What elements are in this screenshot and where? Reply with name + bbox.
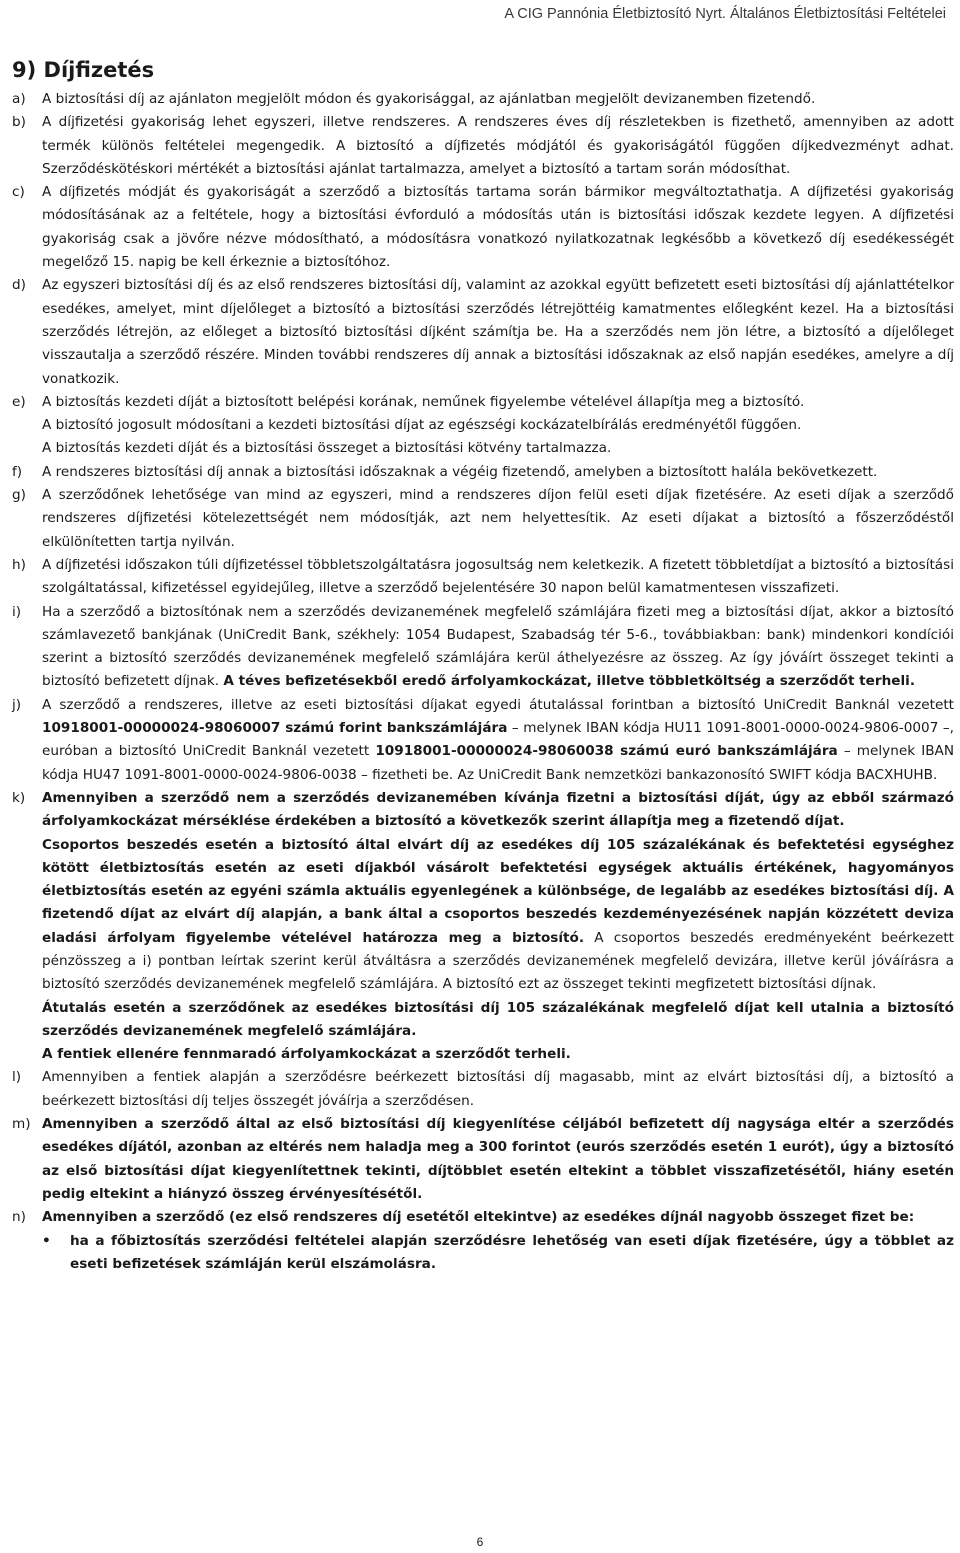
item-label: i) [12,603,22,620]
item-label: c) [12,184,25,201]
item-text-plain: A csoportos beszedés eredményeként beérkezett pénzösszeg a i) pontban leírtak szerint kerül átváltásra a szerződés devizanemének megfelelő devizára, illetve kerül jóváírásra a biztosító szerződés devizanemének megfelelő számlájára. A biztosító ezt az összeget tekinti megfizetett biztosítási díjnak. [42,929,954,993]
list-item [12,1113,954,1206]
list-item [12,787,954,834]
item-label: f) [12,463,23,480]
item-text-bold: A téves befizetésekből eredő árfolyamkockázat, illetve többletköltség a szerződőt terheli. [223,673,915,690]
list-item [12,88,954,111]
item-text [42,787,954,834]
item-label: n) [12,1209,26,1226]
item-text: A rendszeres biztosítási díj annak a biztosítási időszaknak a végéig fizetendő, amelyben a biztosított halála bekövetkezett. [42,463,878,480]
list-item [12,274,954,390]
item-text-bold: Amennyiben a szerződő (ez első rendszeres díj esetétől eltekintve) az esedékes díjnál nagyobb összeget fizet be: [42,1209,915,1226]
list-item [12,601,954,694]
item-label: h) [12,556,26,573]
item-label: d) [12,277,26,294]
list-item [12,461,954,484]
item-text-plain: A szerződő a rendszeres, illetve az eseti biztosítási díjakat egyedi átutalással forintban a biztosító UniCredit Banknál vezetett [42,696,954,713]
bullet-icon: • [42,1232,51,1249]
item-text-bold: Csoportos beszedés esetén a biztosító által elvárt díj az esedékes díj 105 százalékának és befektetési egységhez kötött életbiztosítás esetén az eseti díjakból vásárolt befektetési egységek aktuális értékének, hagyományos életbiztosítás esetén az egyéni számla aktuális egyenlegének a különbsége, de legalább az esedékes biztosítási díj. A fizetendő díjat az elvárt díj alapján, a bank által a csoportos beszedés kezdeményezésének napján közzétett deviza eladási árfolyam figyelembe vételével határozza meg a biztosító. [42,836,954,946]
item-text-bold: Amennyiben a szerződő által az első biztosítási díj kiegyenlítése céljából befizetett díj nagysága eltér a szerződés esedékes díjától, azonban az eltérés nem haladja meg a 300 forintot (eurós szerződés esetén 1 eurót), úgy a biztosító az első biztosítási díjat kiegyenlítettnek tekinti, díjtöbblet esetén eltekint a többlet visszafizetésétől, hiány esetén pedig eltekint a hiányzó összeg érvényesítésétől. [42,1116,954,1202]
running-header: A CIG Pannónia Életbiztosító Nyrt. Általános Életbiztosítási Feltételei [504,6,946,22]
item-label: j) [12,696,22,713]
list-item [12,181,954,274]
item-paragraph [42,834,954,997]
list-item [12,111,954,181]
page-number: 6 [476,1535,484,1549]
item-text-plain: – melynek IBAN kódja HU11 1091-8001-0000-0024-9806-0007 –, euróban a biztosító UniCredit Banknál vezetett [42,720,954,760]
item-text [42,694,954,787]
item-text [42,1113,954,1206]
item-label: e) [12,393,26,410]
item-text: A díjfizetés módját és gyakoriságát a szerződő a biztosítás tartama során bármikor megváltoztathatja. A díjfizetési gyakoriság módosításának az a feltétele, hogy a biztosítási évforduló a módosítás után is biztosítási időszak kezdete legyen. A díjfizetési gyakoriság csak a jövőre nézve módosítható, a módosításra vonatkozó nyilatkozatnak legkésőbb a következő díj esedékességét megelőző 15. napig be kell érkeznie a biztosítóhoz. [42,184,954,271]
item-text: Az egyszeri biztosítási díj és az első rendszeres biztosítási díj, valamint az azokkal együtt befizetett eseti biztosítási díj ajánlattételkor esedékes, amelyet, mint díjelőleget a biztosító a biztosítási szerződés létrejöttéig kamatmentes előlegként kezel. Ha a biztosítási szerződés létrejön, az előleget a biztosító biztosítási díjként számítja be. Ha a szerződés nem jön létre, a biztosító a díjelőleget visszautalja a szerződő részére. Minden további rendszeres díj annak a biztosítási időszaknak az első napján esedékes, amelyre a díj vonatkozik. [42,277,954,387]
list-item [12,554,954,601]
item-label: m) [12,1116,31,1133]
section-title: 9) Díjfizetés [12,58,155,82]
item-text-bold: Amennyiben a szerződő nem a szerződés devizanemében kívánja fizetni a biztosítási díját, úgy az ebből származó árfolyamkockázat mérséklése érdekében a biztosító a következők szerint állapítja meg a fizetendő díjat. [42,789,954,830]
item-label: l) [12,1069,22,1086]
item-paragraph: A biztosító jogosult módosítani a kezdeti biztosítási díjat az egészségi kockázatelbírálás eredményétől függően. [42,417,802,434]
bullet-text: ha a főbiztosítás szerződési feltételei alapján szerződésre lehetőség van eseti díjak fizetésére, úgy a többlet az eseti befizetések számláján kerül elszámolásra. [70,1232,954,1272]
item-text: A díjfizetési gyakoriság lehet egyszeri, illetve rendszeres. A rendszeres éves díj részletekben is fizethető, amennyiben az adott termék különös feltételei megengedik. A biztosító a díjfizetés módjától és gyakoriságától függően díjkedvezményt adhat. Szerződéskötéskori mértékét a biztosítási ajánlat tartalmazza, amelyet a biztosító a tartam során módosíthat. [42,114,954,177]
item-paragraph: A biztosítás kezdeti díját és a biztosítási összeget a biztosítási kötvény tartalmazza. [42,440,612,457]
list-item [12,484,954,554]
item-text-plain: – melynek IBAN kódja HU47 1091-8001-0000-0024-9806-0038 – fizetheti be. Az UniCredit Bank nemzetközi bankazonosító SWIFT kódja BACXHUHB. [42,743,955,783]
section-body [12,88,954,1276]
item-text-plain: Ha a szerződő a biztosítónak nem a szerződés devizanemének megfelelő számlájára fizeti meg a biztosítási díjat, akkor a biztosító számlavezető bankjának (UniCredit Bank, székhely: 1054 Budapest, Szabadság tér 5-6., továbbiakban: bank) mindenkori kondíciói szerint a biztosító szerződés devizanemének megfelelő számlájára kerül áthelyezésre az összeg. Az így jóváírt összeget tekinti a biztosító befizetett díjnak. [42,603,954,690]
list-item [12,1206,954,1229]
item-text-bold: A fentiek ellenére fennmaradó árfolyamkockázat a szerződőt terheli. [42,1046,571,1063]
item-text [42,1206,954,1229]
item-text: A díjfizetési időszakon túli díjfizetéssel többletszolgáltatásra jogosultság nem keletkezik. A fizetett többletdíjat a biztosító a biztosítási szolgáltatással, kifizetéssel egyidejűleg, illetve a szerződő bejelentésére 30 napon belül kamatmentesen visszafizeti. [42,556,954,597]
list-item [12,391,954,414]
bullet-item [42,1230,954,1277]
item-label: g) [12,487,26,504]
item-paragraph [42,997,954,1044]
item-text: A biztosítás kezdeti díját a biztosított belépési korának, neműnek figyelembe vételével állapítja meg a biztosító. [42,393,805,410]
euro-account-number: 10918001-00000024-98060038 számú euró bankszámlájára [375,743,838,760]
item-text: Amennyiben a fentiek alapján a szerződésre beérkezett biztosítási díj magasabb, mint az elvárt biztosítási díj, a biztosító a beérkezett biztosítási díj teljes összegét jóváírja a szerződésen. [42,1069,954,1109]
item-text: A biztosítási díj az ajánlaton megjelölt módon és gyakorisággal, az ajánlatban megjelölt devizanemben fizetendő. [42,91,816,107]
list-item [12,1066,954,1113]
forint-account-number: 10918001-00000024-98060007 számú forint bankszámlájára [42,720,508,737]
list-item [12,694,954,787]
item-text-bold: Átutalás esetén a szerződőnek az esedékes biztosítási díj 105 százalékának megfelelő díjat kell utalnia a biztosító szerződés devizanemének megfelelő számlájára. [42,999,954,1039]
item-label: k) [12,789,26,806]
item-label: b) [12,114,26,131]
item-paragraph [42,1043,954,1066]
item-text [42,601,954,694]
item-label: a) [12,91,26,107]
item-text: A szerződőnek lehetősége van mind az egyszeri, mind a rendszeres díjon felül eseti díjak fizetésére. Az eseti díjak a szerződő rendszeres díjfizetési kötelezettségét nem módosítják, azt nem helyettesítik. Az eseti díjakat a biztosító a főszerződéstől elkülönítetten tartja nyilván. [42,487,954,550]
